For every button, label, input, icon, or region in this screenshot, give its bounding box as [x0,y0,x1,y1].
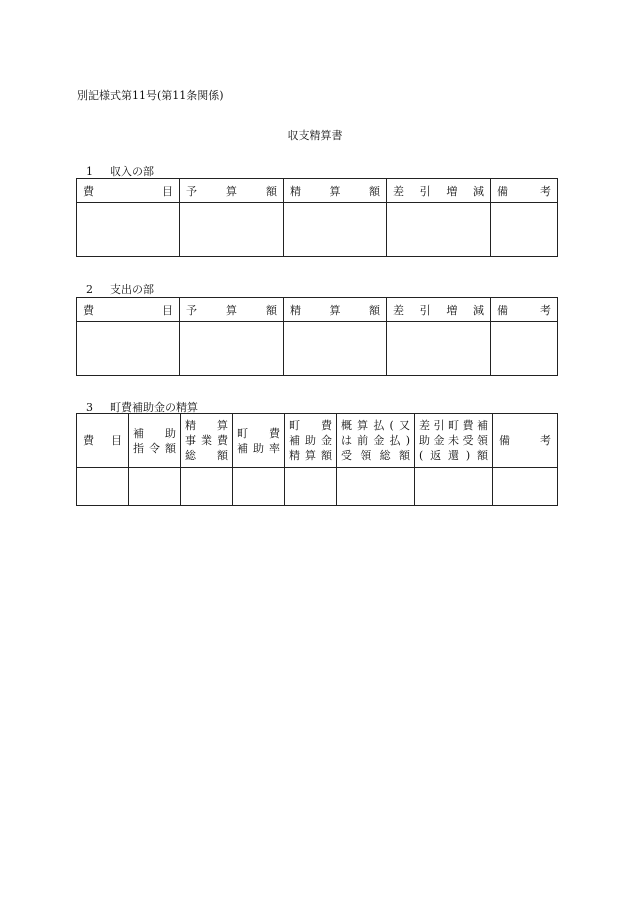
form-number: 別記様式第11号(第11条関係) [77,89,224,102]
expenditure-body-cell [180,322,284,376]
subsidy-header-cell: 費目 [77,414,129,468]
expenditure-body-cell [77,322,180,376]
section2-heading [86,281,154,297]
expenditure-table-body-row [77,322,558,376]
section2-number: 2 [86,283,93,296]
income-body-cell [77,203,180,257]
expenditure-header-cell: 精 算 額 [284,298,387,322]
income-table-body-row [77,203,558,257]
expenditure-body-cell [284,322,387,376]
subsidy-header-cell: 町費 補助率 [233,414,285,468]
subsidy-body-cell [285,468,337,506]
subsidy-body-cell [415,468,493,506]
section2-title: 支出の部 [110,283,154,296]
expenditure-body-cell [491,322,558,376]
subsidy-header-cell: 町費 補助金 精算額 [285,414,337,468]
income-body-cell [387,203,491,257]
expenditure-table [76,297,558,376]
subsidy-settlement-table [76,413,558,506]
subsidy-header-cell: 精算 事業費 総額 [181,414,233,468]
expenditure-header-cell: 備 考 [491,298,558,322]
subsidy-header-cell: 差引町費補 助金未受領 (返還)額 [415,414,493,468]
document-title: 収支精算書 [287,129,343,142]
section3-title: 町費補助金の精算 [110,401,198,414]
subsidy-header-cell: 概算払(又 は前金払) 受領総額 [337,414,415,468]
subsidy-body-cell [337,468,415,506]
subsidy-body-cell [181,468,233,506]
income-header-cell: 費 目 [77,179,180,203]
income-table [76,178,558,257]
income-header-cell: 備 考 [491,179,558,203]
income-body-cell [180,203,284,257]
income-header-cell: 予 算 額 [180,179,284,203]
expenditure-table-header-row [77,298,558,322]
subsidy-header-cell: 備考 [493,414,558,468]
section3-number: 3 [86,401,93,414]
subsidy-table-body-row [77,468,558,506]
subsidy-table-header-row [77,414,558,468]
expenditure-header-cell: 差 引 増 減 [387,298,491,322]
income-body-cell [284,203,387,257]
expenditure-header-cell: 予 算 額 [180,298,284,322]
expenditure-body-cell [387,322,491,376]
section1-heading [86,163,154,179]
section1-title: 収入の部 [110,165,154,178]
income-body-cell [491,203,558,257]
income-header-cell: 精 算 額 [284,179,387,203]
subsidy-body-cell [129,468,181,506]
subsidy-header-cell: 補助 指令額 [129,414,181,468]
subsidy-body-cell [77,468,129,506]
section1-number: 1 [86,165,93,178]
income-table-header-row [77,179,558,203]
income-header-cell: 差 引 増 減 [387,179,491,203]
subsidy-body-cell [233,468,285,506]
expenditure-header-cell: 費 目 [77,298,180,322]
subsidy-body-cell [493,468,558,506]
